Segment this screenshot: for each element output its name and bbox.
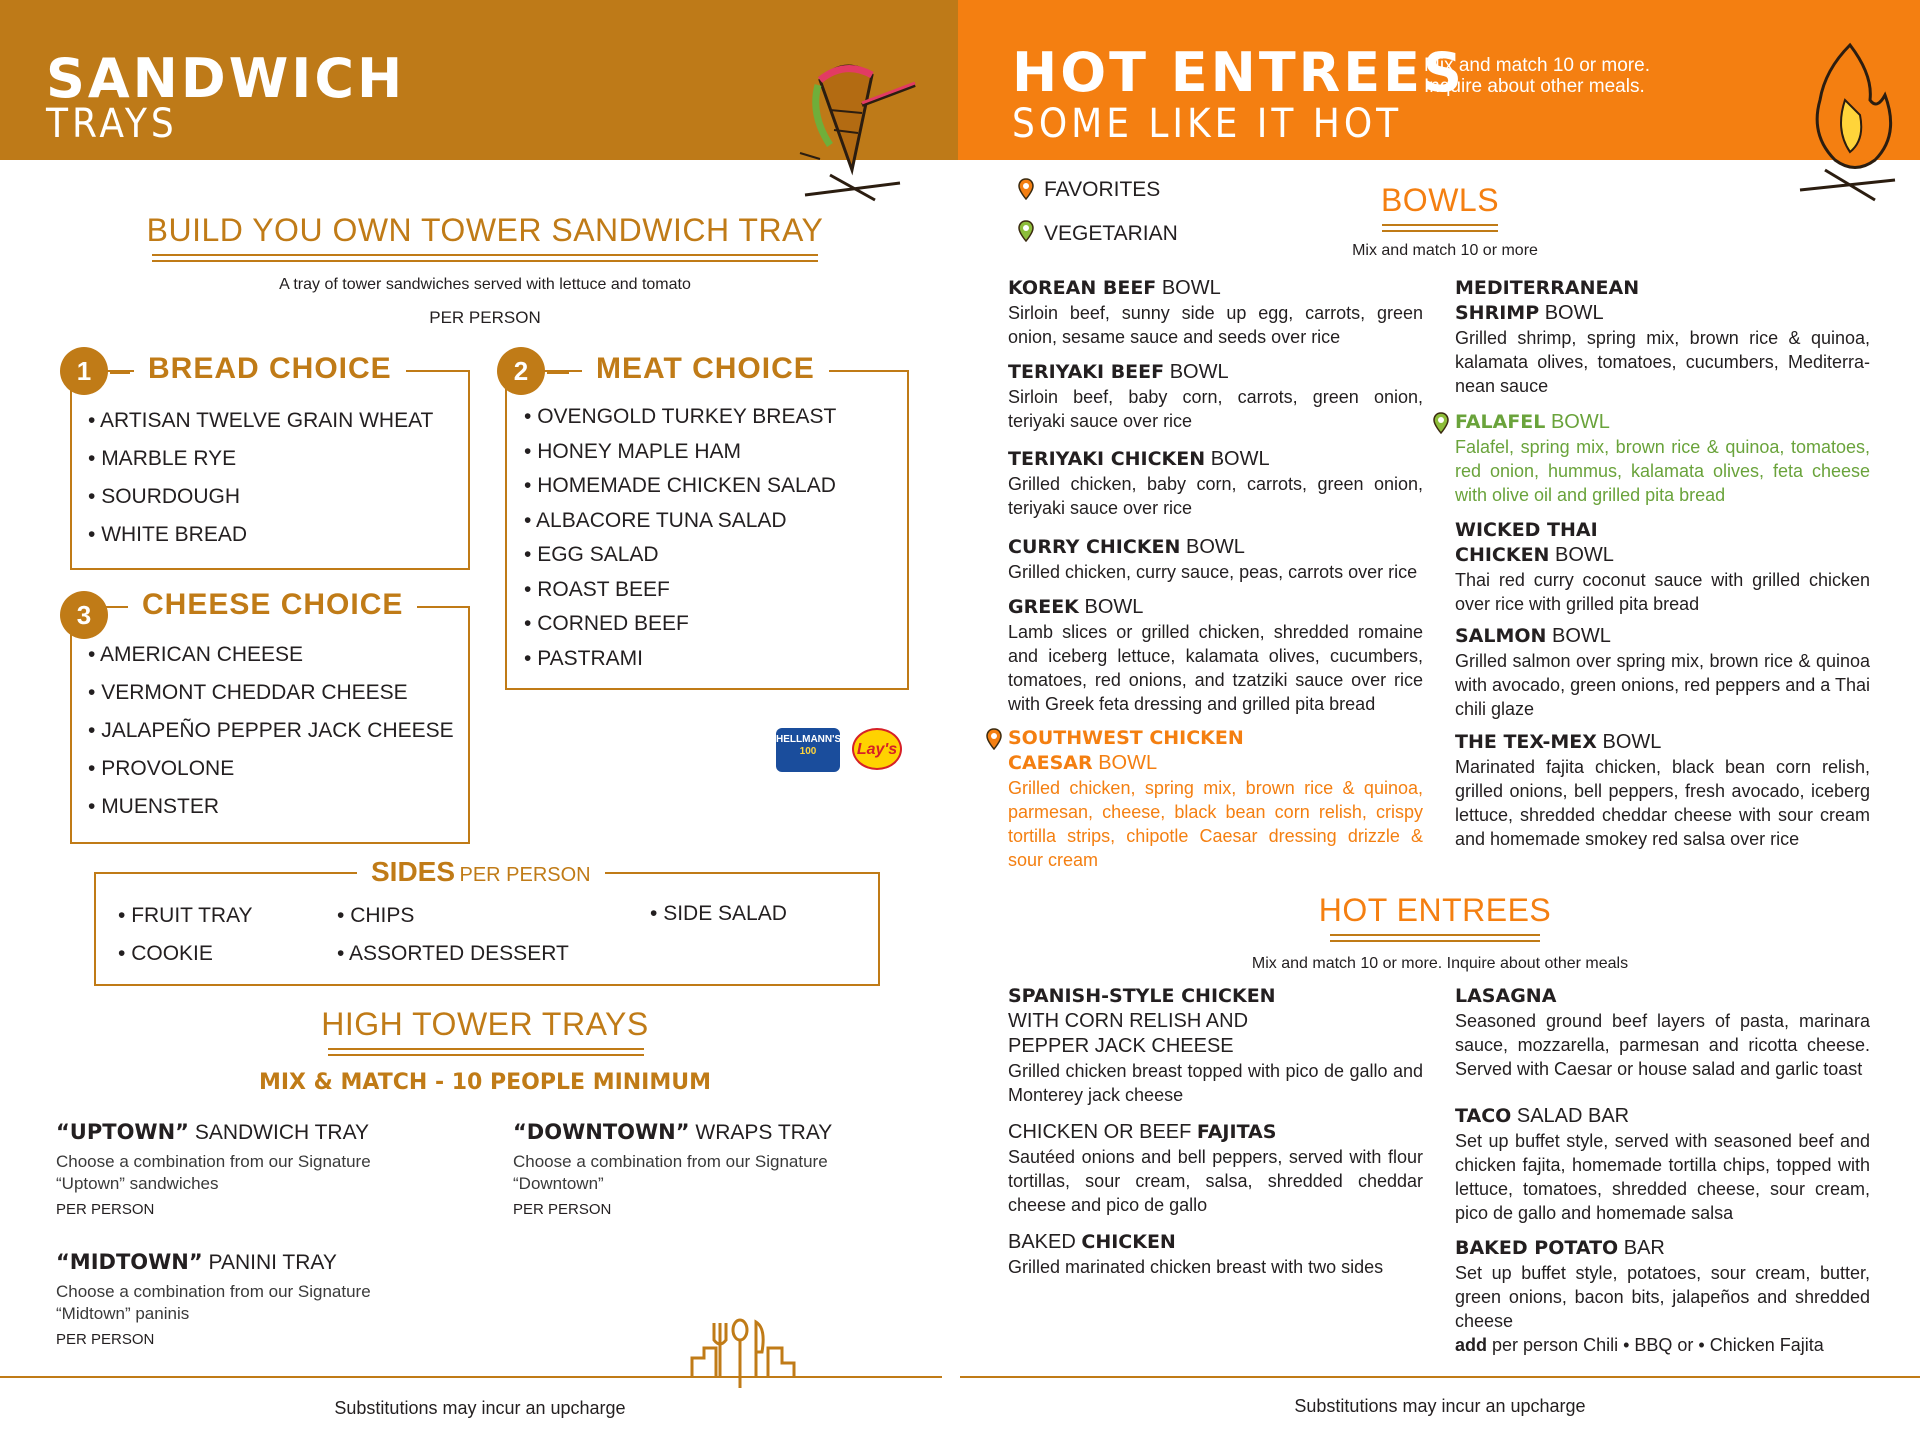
cheese-item: • PROVOLONE: [88, 750, 454, 788]
bowl-desc: Grilled chicken, baby corn, carrots, green onion, teriyaki sauce over rice: [1008, 474, 1423, 518]
hot-entrees-underline: [1330, 934, 1540, 942]
vegetarian-pin-icon: [1433, 412, 1449, 434]
entree-name: [1008, 1230, 1423, 1255]
right-footer-rule: [960, 1376, 1920, 1378]
bread-connector: [110, 372, 130, 374]
bowl-desc: Grilled shrimp, spring mix, brown rice & quinoa, kalamata olives, tomatoes, cucumbers, Mediterra-nean sauce: [1455, 328, 1870, 396]
bowl-desc: Marinated fajita chicken, black bean corn relish, grilled onions, bell peppers, fresh avocado, iceberg lettuce, shredded cheddar cheese with sour cream and homemade smokey red salsa over rice: [1455, 757, 1870, 849]
bowl-name-bold-2: SHRIMP: [1455, 302, 1540, 324]
entree-item: [1008, 1120, 1423, 1230]
entree-name-bold: TACO: [1455, 1105, 1512, 1127]
entree-name-line-2: WITH CORN RELISH AND: [1008, 1010, 1249, 1032]
bowl-item: [1008, 447, 1423, 535]
entree-add-bold: add: [1455, 1335, 1488, 1355]
entree-desc: Grilled chicken breast topped with pico de gallo and Monterey jack cheese: [1008, 1061, 1423, 1105]
entree-desc: Grilled marinated chicken breast with two sides: [1008, 1257, 1384, 1277]
meat-item: • EGG SALAD: [524, 538, 836, 573]
bowl-name-bold: SOUTHWEST CHICKEN: [1008, 727, 1244, 749]
bowl-name-bold: GREEK: [1008, 596, 1079, 618]
hellmanns-logo-text: HELLMANN'S: [776, 734, 842, 745]
uptown-name-rest: SANDWICH TRAY: [194, 1121, 370, 1144]
cheese-item: • MUENSTER: [88, 788, 454, 826]
entree-name-rest: SALAD BAR: [1516, 1105, 1630, 1127]
build-title-underline: [152, 254, 818, 262]
bowl-desc: Sirloin beef, baby corn, carrots, green onion, teriyaki sauce over rice: [1008, 387, 1423, 431]
bowl-item-favorite: [1008, 726, 1423, 872]
bowl-name-bold: CURRY CHICKEN: [1008, 536, 1181, 558]
bowl-item-vegetarian: [1455, 410, 1870, 518]
hot-left-column: [1008, 984, 1423, 1279]
bowl-item: [1008, 360, 1423, 447]
midtown-tray-name: [56, 1250, 456, 1275]
cheese-list: [88, 636, 454, 826]
midtown-desc-2: “Midtown” paninis: [56, 1304, 190, 1323]
sides-title-suffix: PER PERSON: [459, 864, 591, 886]
bowl-name-bold: WICKED THAI: [1455, 519, 1598, 541]
meat-item: • ROAST BEEF: [524, 573, 836, 608]
midtown-per-person: PER PERSON: [56, 1331, 155, 1348]
bowl-name-bold-2: CHICKEN: [1455, 544, 1550, 566]
uptown-desc-2: “Uptown” sandwiches: [56, 1174, 219, 1193]
bowl-item: [1008, 535, 1423, 595]
bowl-name-rest: BOWL: [1084, 596, 1144, 618]
entree-name: [1455, 1104, 1870, 1129]
bowl-name-rest: BOWL: [1186, 536, 1245, 558]
entree-item: [1455, 1236, 1870, 1357]
entree-name-bold: SPANISH-STYLE CHICKEN: [1008, 985, 1276, 1007]
right-header-note: [1424, 55, 1650, 97]
bowl-item: [1455, 730, 1870, 851]
bowl-name: [1455, 518, 1870, 543]
hot-entrees-subtitle: Mix and match 10 or more. Inquire about other meals: [1251, 955, 1629, 972]
entree-add-line: [1455, 1333, 1870, 1357]
bowl-name-rest: BOWL: [1544, 302, 1604, 324]
cheese-item: • VERMONT CHEDDAR CHEESE: [88, 674, 454, 712]
right-header-subtitle: SOME LIKE IT HOT: [1012, 101, 1403, 147]
bowl-desc: Grilled chicken, spring mix, brown rice & quinoa, parmesan, cheese, black bean corn relish, crispy tortilla strips, chipotle Caesar dressing drizzle & sour cream: [1008, 778, 1423, 870]
cheese-choice-title: CHEESE CHOICE: [128, 588, 417, 622]
hot-entrees-title: HOT ENTREES: [1318, 892, 1552, 928]
side-item: • ASSORTED DESSERT: [337, 935, 569, 973]
bread-item: • ARTISAN TWELVE GRAIN WHEAT: [88, 402, 433, 440]
bowl-name-rest: BOWL: [1169, 361, 1229, 383]
meat-item: • HOMEMADE CHICKEN SALAD: [524, 469, 836, 504]
sides-title-main: SIDES: [371, 856, 456, 887]
meat-item: • PASTRAMI: [524, 642, 836, 677]
bowl-desc: Grilled salmon over spring mix, brown rice & quinoa with avocado, green onions, red peppers and a Thai chili glaze: [1455, 651, 1870, 719]
hot-right-column: [1455, 984, 1870, 1357]
header-note-line-1: Mix and match 10 or more.: [1424, 55, 1650, 76]
entree-name: [1008, 984, 1423, 1009]
uptown-tray-name: [56, 1120, 456, 1145]
entree-item: [1008, 1230, 1423, 1279]
bowl-name-rest: BOWL: [1098, 752, 1158, 774]
high-tower-title: HIGH TOWER TRAYS: [321, 1006, 649, 1042]
bowl-name-line-2: [1455, 301, 1870, 326]
left-header-subtitle: TRAYS: [46, 101, 178, 147]
side-item: • SIDE SALAD: [650, 895, 787, 933]
bowl-name-rest: BOWL: [1602, 731, 1662, 753]
entree-name-bold: FAJITAS: [1196, 1121, 1277, 1143]
left-footer-note: Substitutions may incur an upcharge: [334, 1398, 626, 1418]
bowls-title: BOWLS: [1380, 182, 1500, 218]
side-item: • CHIPS: [337, 897, 569, 935]
legend-favorites: FAVORITES: [1044, 178, 1161, 201]
entree-name: [1455, 1236, 1870, 1261]
bowl-item: [1008, 276, 1423, 360]
bowl-name: [1455, 730, 1870, 755]
bowl-item: [1008, 595, 1423, 726]
bowl-name-bold: TERIYAKI BEEF: [1008, 361, 1165, 383]
build-per-person: PER PERSON: [429, 308, 541, 327]
entree-desc: Sautéed onions and bell peppers, served with flour tortillas, sour cream, salsa, shredded cheddar cheese and pico de gallo: [1008, 1147, 1423, 1215]
city-utensils-icon: [690, 1318, 800, 1398]
bowl-item: [1455, 624, 1870, 730]
bowl-desc: Falafel, spring mix, brown rice & quinoa, tomatoes, red onion, hummus, kalamata olives, feta cheese with olive oil and grilled pita bread: [1455, 437, 1870, 505]
entree-name-rest: BAKED: [1008, 1231, 1076, 1253]
right-header-title: HOT ENTREES: [1012, 41, 1465, 104]
uptown-name-bold: “UPTOWN”: [56, 1120, 189, 1144]
entree-name: [1008, 1120, 1423, 1145]
bread-number-badge: 1: [60, 347, 108, 395]
bread-item: • WHITE BREAD: [88, 516, 433, 554]
high-tower-subtitle: MIX & MATCH - 10 PEOPLE MINIMUM: [258, 1070, 712, 1095]
bowl-name: [1008, 276, 1423, 301]
entree-name-rest: BAR: [1623, 1237, 1665, 1259]
bowl-desc: Lamb slices or grilled chicken, shredded romaine and iceberg lettuce, kalamata olives, cucumbers, tomatoes, red onions, and tzatziki sauce over rice with Greek feta dressing and grilled pita bread: [1008, 622, 1423, 714]
bowl-name-line-2: [1455, 543, 1870, 568]
entree-desc: Seasoned ground beef layers of pasta, marinara sauce, mozzarella, parmesan and ricotta cheese. Served with Caesar or house salad and garlic toast: [1455, 1011, 1870, 1079]
vegetarian-pin-icon: [1018, 220, 1034, 242]
sandwich-tower-icon: [790, 55, 930, 205]
side-item: • FRUIT TRAY: [118, 897, 253, 935]
sides-list-col-1: [118, 897, 253, 973]
legend-vegetarian: VEGETARIAN: [1044, 222, 1178, 245]
meat-item: • OVENGOLD TURKEY BREAST: [524, 400, 836, 435]
midtown-name-rest: PANINI TRAY: [208, 1251, 337, 1274]
cheese-number-badge: 3: [60, 591, 108, 639]
downtown-tray: [513, 1120, 913, 1218]
favorites-pin-icon: [986, 728, 1002, 750]
downtown-desc-1: Choose a combination from our Signature: [513, 1152, 828, 1171]
bowls-left-column: [1008, 276, 1423, 872]
bread-item: • MARBLE RYE: [88, 440, 433, 478]
entree-name-bold: BAKED POTATO: [1455, 1237, 1619, 1259]
header-note-line-2: Inquire about other meals.: [1424, 76, 1645, 97]
entree-name: [1455, 984, 1870, 1009]
favorites-pin-icon: [1018, 178, 1034, 200]
left-footer-rule: [0, 1376, 942, 1378]
bowls-subtitle: Mix and match 10 or more: [1352, 242, 1538, 259]
uptown-per-person: PER PERSON: [56, 1201, 155, 1218]
bowl-name-rest: BOWL: [1550, 411, 1610, 433]
bowl-desc: Grilled chicken, curry sauce, peas, carrots over rice: [1008, 562, 1418, 582]
cheese-connector: [110, 606, 128, 608]
build-description: A tray of tower sandwiches served with lettuce and tomato: [279, 276, 691, 293]
hellmanns-logo-sub: 100: [799, 746, 817, 757]
entree-name-bold: LASAGNA: [1455, 985, 1557, 1007]
entree-name-bold: CHICKEN: [1081, 1231, 1176, 1253]
flame-icon: [1795, 40, 1915, 210]
downtown-tray-name: [513, 1120, 913, 1145]
bowl-name-bold: KOREAN BEEF: [1008, 277, 1157, 299]
bowl-name-rest: BOWL: [1555, 544, 1614, 566]
bowl-name: [1008, 726, 1423, 751]
bowl-name: [1008, 447, 1423, 472]
sides-list-col-2: [337, 897, 569, 973]
bowl-item: [1455, 518, 1870, 624]
meat-connector: [547, 372, 569, 374]
bowl-name-bold: MEDITERRANEAN: [1455, 277, 1640, 299]
midtown-name-bold: “MIDTOWN”: [56, 1250, 203, 1274]
cheese-item: • JALAPEÑO PEPPER JACK CHEESE: [88, 712, 454, 750]
bowl-desc: Thai red curry coconut sauce with grilled chicken over rice with grilled pita bread: [1455, 570, 1870, 614]
entree-item: [1455, 1104, 1870, 1236]
downtown-desc-2: “Downtown”: [513, 1174, 604, 1193]
bowl-item: [1455, 276, 1870, 410]
bowl-name-bold: TERIYAKI CHICKEN: [1008, 448, 1206, 470]
bowls-underline: [1382, 224, 1498, 232]
bowl-name: [1455, 276, 1870, 301]
bowl-name: [1008, 535, 1423, 560]
midtown-desc-1: Choose a combination from our Signature: [56, 1282, 371, 1301]
entree-item: [1455, 984, 1870, 1104]
entree-item: [1008, 984, 1423, 1120]
bowl-name-bold: FALAFEL: [1455, 411, 1546, 433]
high-tower-underline: [328, 1048, 644, 1056]
uptown-tray: [56, 1120, 456, 1218]
meat-number-badge: 2: [497, 347, 545, 395]
sides-title: [357, 856, 605, 888]
left-header-title: SANDWICH: [46, 47, 406, 110]
downtown-name-rest: WRAPS TRAY: [695, 1121, 833, 1144]
bread-choice-title: BREAD CHOICE: [134, 352, 406, 386]
hellmanns-logo: [776, 728, 840, 772]
entree-name-rest: CHICKEN OR BEEF: [1008, 1121, 1192, 1143]
build-title: BUILD YOU OWN TOWER SANDWICH TRAY: [146, 212, 824, 248]
entree-name-line-3: PEPPER JACK CHEESE: [1008, 1035, 1234, 1057]
bowl-name-bold-2: CAESAR: [1008, 752, 1093, 774]
bowl-name: [1455, 624, 1870, 649]
lays-logo: Lay's: [852, 728, 902, 770]
meat-item: • ALBACORE TUNA SALAD: [524, 504, 836, 539]
bowls-right-column: [1455, 276, 1870, 851]
bowl-name: [1008, 360, 1423, 385]
bowl-name-rest: BOWL: [1161, 277, 1221, 299]
uptown-desc-1: Choose a combination from our Signature: [56, 1152, 371, 1171]
midtown-tray: [56, 1250, 456, 1348]
meat-item: • HONEY MAPLE HAM: [524, 435, 836, 470]
bowl-name: [1008, 595, 1423, 620]
cheese-item: • AMERICAN CHEESE: [88, 636, 454, 674]
bowl-name-rest: BOWL: [1210, 448, 1270, 470]
downtown-name-bold: “DOWNTOWN”: [513, 1120, 690, 1144]
entree-desc: Set up buffet style, potatoes, sour cream, butter, green onions, bacon bits, jalapeños and shredded cheese: [1455, 1263, 1870, 1331]
side-item: • COOKIE: [118, 935, 253, 973]
bread-list: [88, 402, 433, 554]
downtown-per-person: PER PERSON: [513, 1201, 612, 1218]
sides-list-col-3: [650, 895, 787, 933]
bowl-name-bold: SALMON: [1455, 625, 1547, 647]
meat-item: • CORNED BEEF: [524, 607, 836, 642]
meat-choice-title: MEAT CHOICE: [582, 352, 829, 386]
bowl-name-line-2: [1008, 751, 1423, 776]
bowl-name: [1455, 410, 1870, 435]
bread-item: • SOURDOUGH: [88, 478, 433, 516]
entree-add-rest: per person Chili • BBQ or • Chicken Fajita: [1492, 1335, 1824, 1355]
bowl-desc: Sirloin beef, sunny side up egg, carrots, green onion, sesame sauce and seeds over rice: [1008, 303, 1423, 347]
meat-list: [524, 400, 836, 676]
right-footer-note: Substitutions may incur an upcharge: [1294, 1396, 1586, 1416]
entree-desc: Set up buffet style, served with seasoned beef and chicken fajita, homemade tortilla chips, topped with lettuce, tomatoes, shredded cheese, sour cream, pico de gallo and homemade salsa: [1455, 1131, 1870, 1223]
bowl-name-rest: BOWL: [1552, 625, 1611, 647]
bowl-name-bold: THE TEX-MEX: [1455, 731, 1597, 753]
